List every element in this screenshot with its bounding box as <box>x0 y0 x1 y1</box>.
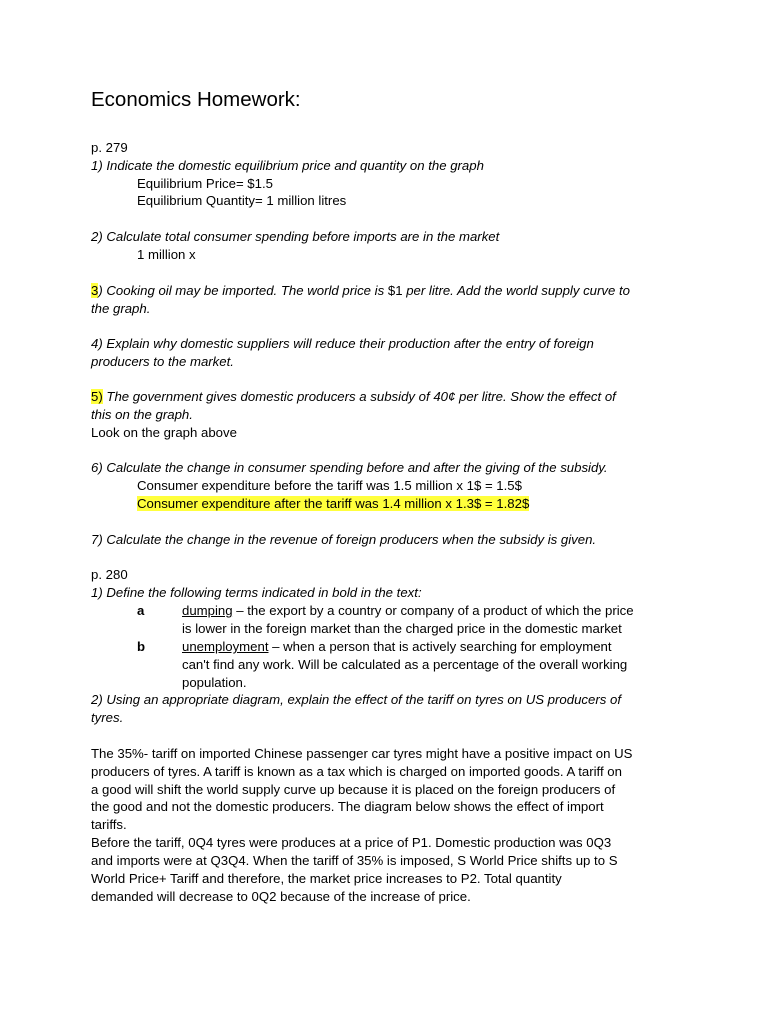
question-3-number: 3 <box>91 283 99 298</box>
question-5-line-2: this on the graph. <box>91 407 193 422</box>
paragraph-line: tariffs. <box>91 817 127 832</box>
term-label-a: a <box>137 603 145 618</box>
question-5 <box>91 388 616 406</box>
p280-question-2: 2) Using an appropriate diagram, explain the effect of the tariff on tyres on US producers of <box>91 692 621 707</box>
answer-6-before: Consumer expenditure before the tariff was 1.5 million x 1$ = 1.5$ <box>137 478 522 493</box>
term-label-b: b <box>137 639 146 654</box>
term-unemployment: unemployment <box>182 639 269 654</box>
question-3-text-a: ) Cooking oil may be imported. The world price is <box>98 283 388 298</box>
answer-2: 1 million x <box>137 247 196 262</box>
term-dumping: dumping <box>182 603 233 618</box>
question-3-text-b: per litre. Add the world supply curve to <box>402 283 631 298</box>
answer-equilibrium-quantity: Equilibrium Quantity= 1 million litres <box>137 193 347 208</box>
page-ref-279: p. 279 <box>91 140 128 155</box>
definition-dumping: dumping – the export by a country or company of a product of which the price <box>182 603 634 618</box>
page-ref-280: p. 280 <box>91 567 128 582</box>
document-title: Economics Homework: <box>91 88 301 111</box>
question-3 <box>91 282 630 300</box>
question-4-line-2: producers to the market. <box>91 354 234 369</box>
paragraph-line: producers of tyres. A tariff is known as a tax which is charged on imported goods. A tariff on <box>91 764 622 779</box>
answer-6-after: Consumer expenditure after the tariff was 1.4 million x 1.3$ = 1.82$ <box>137 496 530 511</box>
definition-unemployment-line-2: can't find any work. Will be calculated as a percentage of the overall working <box>182 657 628 672</box>
answer-equilibrium-price: Equilibrium Price= $1.5 <box>137 176 273 191</box>
question-6: 6) Calculate the change in consumer spending before and after the giving of the subsidy. <box>91 460 608 475</box>
question-5-text: The government gives domestic producers a subsidy of 40¢ per litre. Show the effect of <box>102 389 616 404</box>
definition-unemployment: unemployment – when a person that is actively searching for employment <box>182 639 612 654</box>
paragraph-line: a good will shift the world supply curve up because it is placed on the foreign producers of <box>91 782 616 797</box>
paragraph-line: World Price+ Tariff and therefore, the market price increases to P2. Total quantity <box>91 871 562 886</box>
question-3-line-2: the graph. <box>91 301 151 316</box>
paragraph-line: The 35%- tariff on imported Chinese passenger car tyres might have a positive impact on US <box>91 746 633 761</box>
question-5-number: 5) <box>91 389 103 404</box>
question-2-text: 2) Calculate total consumer spending before imports are in the market <box>91 229 500 244</box>
question-4: 4) Explain why domestic suppliers will reduce their production after the entry of foreign <box>91 336 594 351</box>
p280-question-1: 1) Define the following terms indicated in bold in the text: <box>91 585 422 600</box>
p280-question-2-line-2: tyres. <box>91 710 124 725</box>
paragraph-line: and imports were at Q3Q4. When the tariff of 35% is imposed, S World Price shifts up to S <box>91 853 618 868</box>
paragraph-line: demanded will decrease to 0Q2 because of the increase of price. <box>91 889 471 904</box>
definition-dumping-line-2: is lower in the foreign market than the charged price in the domestic market <box>182 621 622 636</box>
definition-unemployment-line-3: population. <box>182 675 247 690</box>
paragraph-line: Before the tariff, 0Q4 tyres were produces at a price of P1. Domestic production was 0Q3 <box>91 835 612 850</box>
answer-5: Look on the graph above <box>91 425 237 440</box>
question-1-text: 1) Indicate the domestic equilibrium price and quantity on the graph <box>91 158 484 173</box>
question-7: 7) Calculate the change in the revenue of foreign producers when the subsidy is given. <box>91 532 597 547</box>
paragraph-line: the good and not the domestic producers. The diagram below shows the effect of import <box>91 799 604 814</box>
question-1 <box>91 157 484 175</box>
world-price: $1 <box>387 283 403 298</box>
question-2 <box>91 228 499 246</box>
